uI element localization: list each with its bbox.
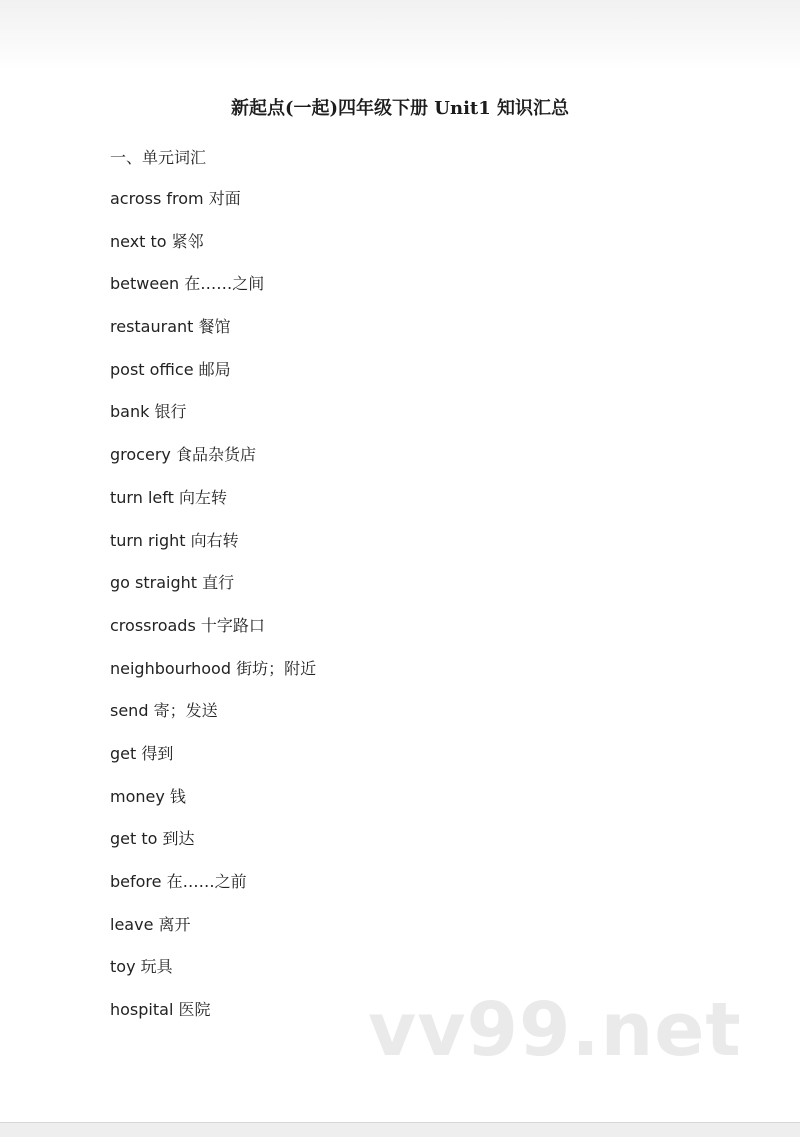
page-title: 新起点(一起)四年级下册 Unit1 知识汇总: [230, 98, 570, 119]
vocabulary-list: [110, 187, 316, 1041]
vocab-item: grocery 食品杂货店: [110, 445, 256, 465]
page-bottom-edge: [0, 1122, 800, 1137]
vocab-item: send 寄；发送: [110, 701, 218, 721]
vocab-item: money 钱: [110, 786, 186, 806]
vocab-item: turn left 向左转: [110, 487, 227, 507]
vocab-item: get to 到达: [110, 829, 195, 849]
vocab-item: toy 玩具: [110, 957, 173, 977]
vocab-item: neighbourhood 街坊；附近: [110, 658, 317, 678]
vocab-item: bank 银行: [110, 402, 187, 422]
vocab-item: restaurant 餐馆: [110, 317, 231, 337]
vocab-item: get 得到: [110, 743, 174, 763]
vocab-item: next to 紧邻: [110, 231, 204, 251]
vocab-item: post office 邮局: [110, 359, 231, 379]
vocab-item: before 在……之前: [110, 872, 247, 891]
watermark: vv99.net: [368, 987, 742, 1073]
page-top-shade: [0, 0, 800, 70]
vocab-item: turn right 向右转: [110, 530, 239, 550]
vocab-item: hospital 医院: [110, 1000, 211, 1020]
vocab-item: across from 对面: [110, 189, 241, 208]
vocab-item: crossroads 十字路口: [110, 615, 265, 635]
vocab-item: go straight 直行: [110, 573, 235, 593]
vocab-item: between 在……之间: [110, 274, 265, 294]
vocab-item: leave 离开: [110, 914, 191, 934]
section-heading: 一、单元词汇: [110, 148, 207, 167]
